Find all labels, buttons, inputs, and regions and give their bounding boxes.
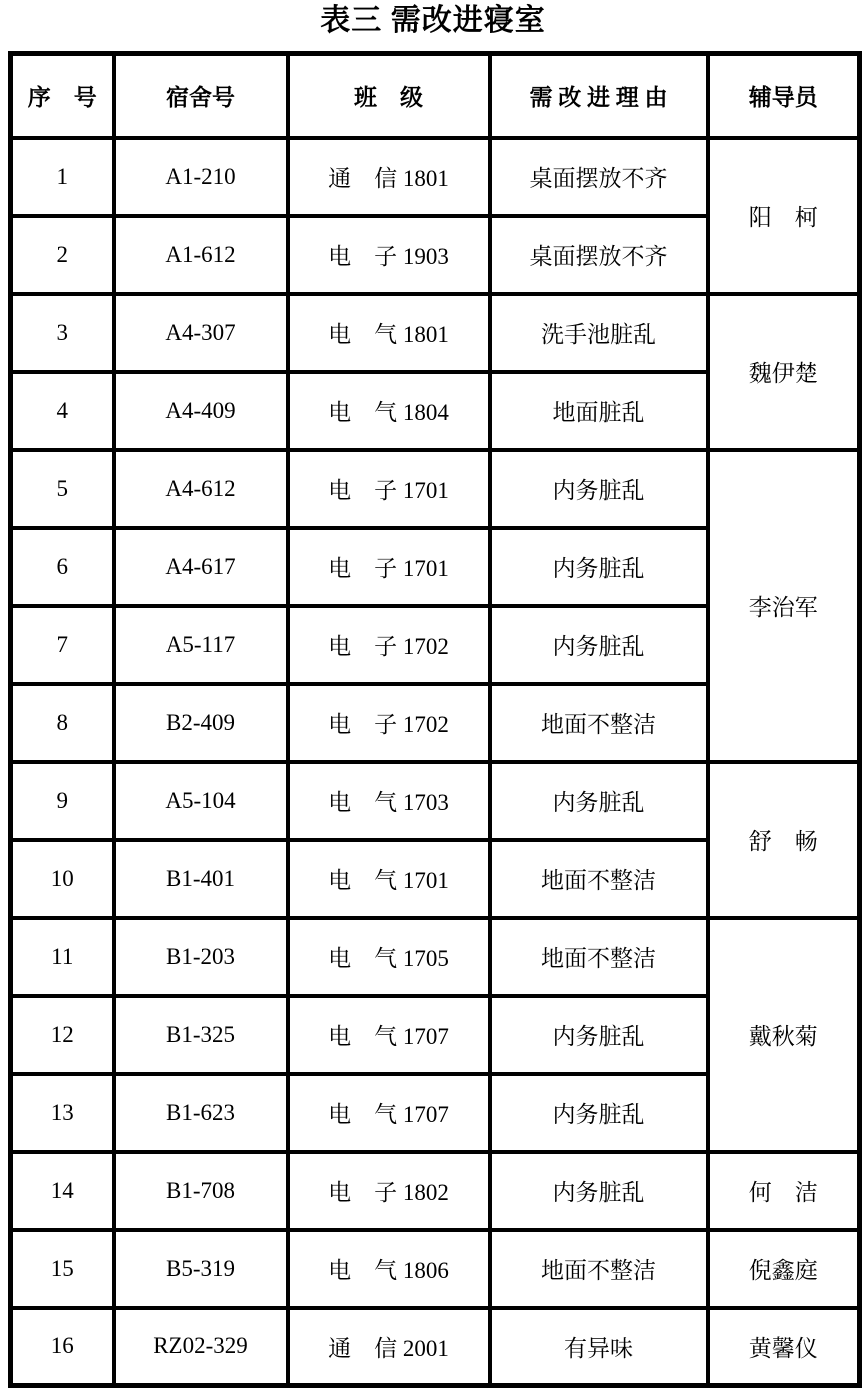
cell-dorm-number: A1-210 bbox=[114, 138, 288, 216]
cell-serial-number: 2 bbox=[11, 216, 114, 294]
cell-dorm-number: A5-117 bbox=[114, 606, 288, 684]
cell-reason: 地面不整洁 bbox=[490, 684, 708, 762]
cell-reason: 内务脏乱 bbox=[490, 450, 708, 528]
cell-counselor: 李治军 bbox=[708, 450, 860, 762]
cell-counselor: 舒 畅 bbox=[708, 762, 860, 918]
cell-dorm-number: B2-409 bbox=[114, 684, 288, 762]
table-row bbox=[11, 1230, 860, 1308]
cell-class: 电 气 1801 bbox=[288, 294, 490, 372]
header-reason: 需 改 进 理 由 bbox=[490, 54, 708, 138]
table-row bbox=[11, 1308, 860, 1386]
cell-class: 电 子 1802 bbox=[288, 1152, 490, 1230]
cell-class: 电 子 1702 bbox=[288, 606, 490, 684]
cell-serial-number: 4 bbox=[11, 372, 114, 450]
cell-reason: 洗手池脏乱 bbox=[490, 294, 708, 372]
header-counselor: 辅导员 bbox=[708, 54, 860, 138]
cell-dorm-number: A4-617 bbox=[114, 528, 288, 606]
cell-dorm-number: A1-612 bbox=[114, 216, 288, 294]
cell-counselor: 阳 柯 bbox=[708, 138, 860, 294]
table-row bbox=[11, 138, 860, 216]
cell-serial-number: 5 bbox=[11, 450, 114, 528]
cell-dorm-number: A4-409 bbox=[114, 372, 288, 450]
cell-class: 电 子 1903 bbox=[288, 216, 490, 294]
table-body bbox=[11, 138, 860, 1386]
page-title: 表三 需改进寝室 bbox=[320, 4, 546, 37]
cell-class: 电 气 1707 bbox=[288, 1074, 490, 1152]
table-row bbox=[11, 918, 860, 996]
cell-dorm-number: A5-104 bbox=[114, 762, 288, 840]
cell-serial-number: 16 bbox=[11, 1308, 114, 1386]
cell-serial-number: 1 bbox=[11, 138, 114, 216]
cell-reason: 内务脏乱 bbox=[490, 1152, 708, 1230]
cell-reason: 内务脏乱 bbox=[490, 1074, 708, 1152]
cell-counselor: 倪鑫庭 bbox=[708, 1230, 860, 1308]
cell-reason: 桌面摆放不齐 bbox=[490, 138, 708, 216]
cell-dorm-number: B1-401 bbox=[114, 840, 288, 918]
cell-dorm-number: A4-307 bbox=[114, 294, 288, 372]
improvement-dorm-table bbox=[8, 51, 862, 1388]
cell-dorm-number: B1-203 bbox=[114, 918, 288, 996]
cell-reason: 内务脏乱 bbox=[490, 762, 708, 840]
cell-reason: 有异味 bbox=[490, 1308, 708, 1386]
cell-reason: 内务脏乱 bbox=[490, 996, 708, 1074]
cell-reason: 内务脏乱 bbox=[490, 606, 708, 684]
cell-class: 电 子 1702 bbox=[288, 684, 490, 762]
cell-class: 电 气 1707 bbox=[288, 996, 490, 1074]
cell-dorm-number: RZ02-329 bbox=[114, 1308, 288, 1386]
cell-class: 电 气 1705 bbox=[288, 918, 490, 996]
table-row bbox=[11, 294, 860, 372]
cell-serial-number: 8 bbox=[11, 684, 114, 762]
cell-counselor: 戴秋菊 bbox=[708, 918, 860, 1152]
header-class: 班 级 bbox=[288, 54, 490, 138]
cell-class: 电 气 1804 bbox=[288, 372, 490, 450]
cell-serial-number: 15 bbox=[11, 1230, 114, 1308]
header-serial-number: 序 号 bbox=[11, 54, 114, 138]
cell-dorm-number: B1-325 bbox=[114, 996, 288, 1074]
table-header-row bbox=[11, 54, 860, 138]
cell-reason: 地面不整洁 bbox=[490, 918, 708, 996]
table-row bbox=[11, 450, 860, 528]
cell-serial-number: 12 bbox=[11, 996, 114, 1074]
cell-dorm-number: B5-319 bbox=[114, 1230, 288, 1308]
cell-serial-number: 9 bbox=[11, 762, 114, 840]
cell-counselor: 魏伊楚 bbox=[708, 294, 860, 450]
table-row bbox=[11, 762, 860, 840]
cell-serial-number: 6 bbox=[11, 528, 114, 606]
cell-reason: 地面不整洁 bbox=[490, 1230, 708, 1308]
cell-counselor: 何 洁 bbox=[708, 1152, 860, 1230]
cell-serial-number: 14 bbox=[11, 1152, 114, 1230]
header-dorm-number: 宿舍号 bbox=[114, 54, 288, 138]
cell-reason: 地面脏乱 bbox=[490, 372, 708, 450]
cell-reason: 内务脏乱 bbox=[490, 528, 708, 606]
cell-dorm-number: B1-623 bbox=[114, 1074, 288, 1152]
cell-reason: 地面不整洁 bbox=[490, 840, 708, 918]
cell-dorm-number: B1-708 bbox=[114, 1152, 288, 1230]
table-row bbox=[11, 1152, 860, 1230]
cell-class: 电 子 1701 bbox=[288, 450, 490, 528]
cell-class: 电 气 1806 bbox=[288, 1230, 490, 1308]
cell-counselor: 黄馨仪 bbox=[708, 1308, 860, 1386]
cell-serial-number: 3 bbox=[11, 294, 114, 372]
cell-serial-number: 11 bbox=[11, 918, 114, 996]
cell-class: 电 气 1701 bbox=[288, 840, 490, 918]
cell-dorm-number: A4-612 bbox=[114, 450, 288, 528]
cell-class: 通 信 1801 bbox=[288, 138, 490, 216]
cell-reason: 桌面摆放不齐 bbox=[490, 216, 708, 294]
cell-serial-number: 10 bbox=[11, 840, 114, 918]
cell-class: 通 信 2001 bbox=[288, 1308, 490, 1386]
cell-serial-number: 7 bbox=[11, 606, 114, 684]
cell-serial-number: 13 bbox=[11, 1074, 114, 1152]
cell-class: 电 气 1703 bbox=[288, 762, 490, 840]
cell-class: 电 子 1701 bbox=[288, 528, 490, 606]
